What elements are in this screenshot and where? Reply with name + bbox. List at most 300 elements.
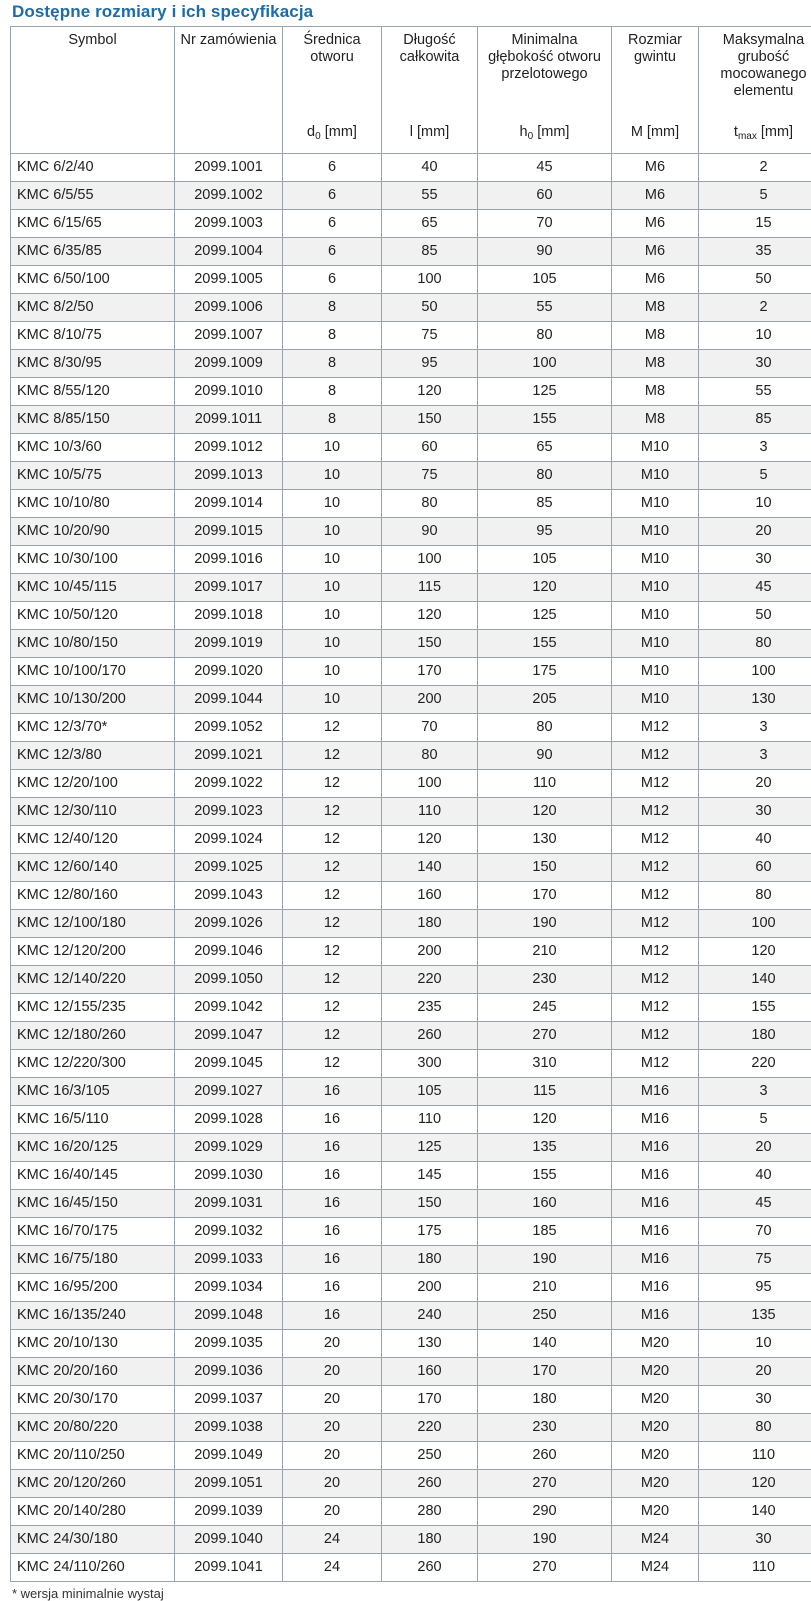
table-cell: 2099.1004 — [175, 238, 283, 266]
cell-symbol: KMC 8/2/50 — [11, 294, 175, 322]
cell-symbol: KMC 10/30/100 — [11, 546, 175, 574]
table-cell: M10 — [612, 518, 699, 546]
column-header-max-thickness — [699, 27, 811, 154]
table-cell: 20 — [283, 1442, 382, 1470]
table-row — [11, 938, 811, 966]
table-cell: 3 — [699, 434, 811, 462]
table-cell: M16 — [612, 1274, 699, 1302]
table-row — [11, 266, 811, 294]
table-cell: 55 — [382, 182, 478, 210]
table-cell: 115 — [478, 1078, 612, 1106]
table-cell: 85 — [382, 238, 478, 266]
table-cell: 2099.1031 — [175, 1190, 283, 1218]
table-row — [11, 658, 811, 686]
table-cell: 95 — [382, 350, 478, 378]
table-cell: 190 — [478, 1246, 612, 1274]
table-row — [11, 1358, 811, 1386]
table-cell: 2099.1022 — [175, 770, 283, 798]
table-cell: 260 — [478, 1442, 612, 1470]
table-cell: 160 — [382, 882, 478, 910]
table-cell: 125 — [478, 602, 612, 630]
table-cell: 90 — [478, 742, 612, 770]
table-cell: 2099.1042 — [175, 994, 283, 1022]
table-cell: 2099.1003 — [175, 210, 283, 238]
table-cell: 90 — [478, 238, 612, 266]
table-cell: 6 — [283, 210, 382, 238]
cell-symbol: KMC 10/50/120 — [11, 602, 175, 630]
table-cell: 10 — [283, 658, 382, 686]
column-header-max-thickness-unit: $t_{max}$ [mm] — [701, 124, 811, 142]
table-cell: 5 — [699, 1106, 811, 1134]
table-cell: 230 — [478, 966, 612, 994]
column-header-symbol-label: Symbol — [13, 32, 172, 49]
table-row — [11, 1330, 811, 1358]
table-cell: M6 — [612, 266, 699, 294]
table-cell: M12 — [612, 882, 699, 910]
table-cell: 2099.1032 — [175, 1218, 283, 1246]
table-cell: 110 — [478, 770, 612, 798]
column-header-hole-diameter — [283, 27, 382, 154]
table-row — [11, 1442, 811, 1470]
table-row — [11, 294, 811, 322]
table-cell: 140 — [699, 1498, 811, 1526]
table-cell: M10 — [612, 546, 699, 574]
table-cell: 2099.1048 — [175, 1302, 283, 1330]
cell-symbol: KMC 6/5/55 — [11, 182, 175, 210]
table-cell: 15 — [699, 210, 811, 238]
table-cell: 3 — [699, 714, 811, 742]
table-row — [11, 1050, 811, 1078]
table-cell: 180 — [382, 1526, 478, 1554]
table-cell: 12 — [283, 966, 382, 994]
table-cell: 280 — [382, 1498, 478, 1526]
table-cell: M20 — [612, 1386, 699, 1414]
cell-symbol: KMC 12/60/140 — [11, 854, 175, 882]
table-cell: M20 — [612, 1330, 699, 1358]
table-cell: 140 — [699, 966, 811, 994]
cell-symbol: KMC 8/85/150 — [11, 406, 175, 434]
table-row — [11, 1498, 811, 1526]
table-cell: 35 — [699, 238, 811, 266]
table-cell: 10 — [699, 490, 811, 518]
table-cell: 12 — [283, 994, 382, 1022]
table-cell: 2099.1007 — [175, 322, 283, 350]
column-header-symbol-unit — [13, 141, 172, 142]
table-cell: 16 — [283, 1246, 382, 1274]
table-cell: 50 — [382, 294, 478, 322]
table-cell: 120 — [699, 1470, 811, 1498]
table-cell: 75 — [382, 322, 478, 350]
cell-symbol: KMC 24/30/180 — [11, 1526, 175, 1554]
table-cell: 120 — [699, 938, 811, 966]
table-cell: 6 — [283, 154, 382, 182]
table-cell: 10 — [283, 462, 382, 490]
table-cell: 2099.1012 — [175, 434, 283, 462]
table-cell: M10 — [612, 462, 699, 490]
table-cell: 230 — [478, 1414, 612, 1442]
table-cell: 2099.1046 — [175, 938, 283, 966]
table-cell: 20 — [699, 1358, 811, 1386]
cell-symbol: KMC 10/20/90 — [11, 518, 175, 546]
table-cell: 220 — [382, 966, 478, 994]
table-cell: M16 — [612, 1162, 699, 1190]
table-cell: M8 — [612, 406, 699, 434]
cell-symbol: KMC 12/80/160 — [11, 882, 175, 910]
table-cell: 80 — [699, 882, 811, 910]
table-cell: 70 — [699, 1218, 811, 1246]
table-cell: 170 — [382, 1386, 478, 1414]
table-cell: 10 — [283, 434, 382, 462]
table-cell: 20 — [283, 1330, 382, 1358]
table-cell: M20 — [612, 1498, 699, 1526]
table-cell: M6 — [612, 238, 699, 266]
table-cell: 110 — [382, 798, 478, 826]
table-cell: 2 — [699, 154, 811, 182]
table-cell: 135 — [699, 1302, 811, 1330]
table-row — [11, 1022, 811, 1050]
cell-symbol: KMC 20/20/160 — [11, 1358, 175, 1386]
table-cell: 120 — [478, 798, 612, 826]
table-cell: 10 — [283, 686, 382, 714]
table-row — [11, 630, 811, 658]
table-cell: M8 — [612, 322, 699, 350]
table-cell: M8 — [612, 378, 699, 406]
cell-symbol: KMC 16/70/175 — [11, 1218, 175, 1246]
cell-symbol: KMC 10/5/75 — [11, 462, 175, 490]
column-header-thread-size-label: Rozmiar gwintu — [614, 32, 696, 66]
cell-symbol: KMC 10/80/150 — [11, 630, 175, 658]
table-cell: 105 — [382, 1078, 478, 1106]
column-header-hole-diameter-label: Średnica otworu — [285, 32, 379, 66]
column-header-order-number — [175, 27, 283, 154]
table-cell: 200 — [382, 1274, 478, 1302]
cell-symbol: KMC 12/3/70* — [11, 714, 175, 742]
table-cell: 100 — [382, 546, 478, 574]
table-cell: 16 — [283, 1302, 382, 1330]
table-row — [11, 882, 811, 910]
table-cell: 10 — [699, 1330, 811, 1358]
table-cell: 250 — [382, 1442, 478, 1470]
column-header-hole-diameter-unit: $d_0$ [mm] — [285, 124, 379, 142]
cell-symbol: KMC 10/10/80 — [11, 490, 175, 518]
table-cell: 16 — [283, 1162, 382, 1190]
table-cell: M10 — [612, 602, 699, 630]
table-cell: 95 — [478, 518, 612, 546]
cell-symbol: KMC 16/95/200 — [11, 1274, 175, 1302]
table-cell: M12 — [612, 1022, 699, 1050]
table-cell: 170 — [382, 658, 478, 686]
table-cell: 55 — [478, 294, 612, 322]
table-cell: 2099.1011 — [175, 406, 283, 434]
table-row — [11, 462, 811, 490]
table-cell: 155 — [478, 1162, 612, 1190]
table-cell: M12 — [612, 798, 699, 826]
table-cell: 200 — [382, 938, 478, 966]
table-cell: M20 — [612, 1358, 699, 1386]
table-cell: 2099.1050 — [175, 966, 283, 994]
cell-symbol: KMC 12/30/110 — [11, 798, 175, 826]
column-header-order-number-label: Nr zamówienia — [177, 32, 280, 49]
table-cell: 2099.1034 — [175, 1274, 283, 1302]
table-cell: 140 — [478, 1330, 612, 1358]
table-cell: 10 — [283, 490, 382, 518]
table-cell: 250 — [478, 1302, 612, 1330]
table-cell: 2099.1035 — [175, 1330, 283, 1358]
table-cell: 16 — [283, 1078, 382, 1106]
table-row — [11, 518, 811, 546]
table-row — [11, 1470, 811, 1498]
table-cell: 175 — [382, 1218, 478, 1246]
table-cell: 180 — [699, 1022, 811, 1050]
table-cell: 50 — [699, 266, 811, 294]
table-cell: 80 — [382, 742, 478, 770]
column-header-total-length — [382, 27, 478, 154]
table-row — [11, 602, 811, 630]
table-cell: 300 — [382, 1050, 478, 1078]
table-cell: 60 — [699, 854, 811, 882]
table-cell: 110 — [699, 1554, 811, 1582]
table-cell: 100 — [382, 266, 478, 294]
table-cell: M16 — [612, 1302, 699, 1330]
table-cell: 20 — [699, 518, 811, 546]
table-cell: 125 — [382, 1134, 478, 1162]
table-cell: 10 — [283, 602, 382, 630]
table-cell: 105 — [478, 546, 612, 574]
table-cell: 85 — [478, 490, 612, 518]
cell-symbol: KMC 12/120/200 — [11, 938, 175, 966]
table-cell: 205 — [478, 686, 612, 714]
table-cell: 12 — [283, 854, 382, 882]
table-cell: M12 — [612, 770, 699, 798]
table-cell: M16 — [612, 1106, 699, 1134]
table-cell: M12 — [612, 966, 699, 994]
table-body — [11, 154, 811, 1582]
table-cell: M12 — [612, 938, 699, 966]
cell-symbol: KMC 12/20/100 — [11, 770, 175, 798]
table-cell: 2099.1001 — [175, 154, 283, 182]
table-cell: 110 — [699, 1442, 811, 1470]
table-cell: 20 — [283, 1358, 382, 1386]
table-cell: 2099.1049 — [175, 1442, 283, 1470]
table-row — [11, 546, 811, 574]
table-row — [11, 490, 811, 518]
table-cell: 40 — [699, 826, 811, 854]
table-cell: 30 — [699, 1386, 811, 1414]
table-cell: M16 — [612, 1246, 699, 1274]
cell-symbol: KMC 20/110/250 — [11, 1442, 175, 1470]
table-cell: 75 — [699, 1246, 811, 1274]
table-cell: M10 — [612, 574, 699, 602]
cell-symbol: KMC 10/3/60 — [11, 434, 175, 462]
table-cell: 100 — [382, 770, 478, 798]
table-cell: 2099.1047 — [175, 1022, 283, 1050]
table-cell: 2099.1013 — [175, 462, 283, 490]
table-cell: 175 — [478, 658, 612, 686]
table-cell: 10 — [699, 322, 811, 350]
table-cell: 110 — [382, 1106, 478, 1134]
table-row — [11, 210, 811, 238]
table-cell: 70 — [382, 714, 478, 742]
table-cell: 2099.1017 — [175, 574, 283, 602]
table-cell: 160 — [478, 1190, 612, 1218]
table-cell: 12 — [283, 742, 382, 770]
table-cell: M16 — [612, 1078, 699, 1106]
table-row — [11, 1106, 811, 1134]
table-row — [11, 1190, 811, 1218]
table-row — [11, 1554, 811, 1582]
table-cell: 12 — [283, 1022, 382, 1050]
table-cell: 100 — [699, 658, 811, 686]
table-cell: 145 — [382, 1162, 478, 1190]
table-cell: 20 — [283, 1386, 382, 1414]
table-cell: 2099.1039 — [175, 1498, 283, 1526]
cell-symbol: KMC 12/220/300 — [11, 1050, 175, 1078]
column-header-min-hole-depth-unit: $h_0$ [mm] — [480, 124, 609, 142]
table-cell: 2099.1018 — [175, 602, 283, 630]
table-cell: 2099.1014 — [175, 490, 283, 518]
table-cell: 120 — [382, 602, 478, 630]
table-row — [11, 1274, 811, 1302]
table-cell: 200 — [382, 686, 478, 714]
table-cell: M20 — [612, 1470, 699, 1498]
table-cell: M12 — [612, 1050, 699, 1078]
table-cell: 260 — [382, 1022, 478, 1050]
table-cell: 5 — [699, 462, 811, 490]
table-cell: 100 — [699, 910, 811, 938]
table-cell: 2099.1019 — [175, 630, 283, 658]
table-row — [11, 1526, 811, 1554]
table-cell: 2099.1005 — [175, 266, 283, 294]
table-cell: 270 — [478, 1022, 612, 1050]
table-cell: 2099.1028 — [175, 1106, 283, 1134]
table-cell: 30 — [699, 798, 811, 826]
table-cell: 12 — [283, 826, 382, 854]
table-cell: 115 — [382, 574, 478, 602]
table-cell: 2099.1002 — [175, 182, 283, 210]
table-cell: 155 — [478, 630, 612, 658]
table-cell: M16 — [612, 1190, 699, 1218]
table-cell: 2099.1023 — [175, 798, 283, 826]
column-header-min-hole-depth — [478, 27, 612, 154]
table-cell: 10 — [283, 518, 382, 546]
table-cell: M10 — [612, 490, 699, 518]
table-cell: 120 — [382, 378, 478, 406]
table-cell: 235 — [382, 994, 478, 1022]
table-cell: 2099.1010 — [175, 378, 283, 406]
cell-symbol: KMC 6/50/100 — [11, 266, 175, 294]
table-cell: 16 — [283, 1190, 382, 1218]
table-cell: 16 — [283, 1218, 382, 1246]
table-cell: 120 — [478, 1106, 612, 1134]
table-cell: 270 — [478, 1554, 612, 1582]
table-cell: 40 — [699, 1162, 811, 1190]
table-cell: M6 — [612, 210, 699, 238]
table-row — [11, 1134, 811, 1162]
table-cell: 12 — [283, 910, 382, 938]
table-row — [11, 686, 811, 714]
table-cell: 125 — [478, 378, 612, 406]
cell-symbol: KMC 6/15/65 — [11, 210, 175, 238]
table-cell: 130 — [478, 826, 612, 854]
table-cell: 8 — [283, 294, 382, 322]
table-cell: 80 — [382, 490, 478, 518]
table-cell: 2099.1024 — [175, 826, 283, 854]
table-cell: M8 — [612, 294, 699, 322]
table-cell: 130 — [699, 686, 811, 714]
column-header-order-number-unit — [177, 141, 280, 142]
table-cell: M20 — [612, 1442, 699, 1470]
table-cell: 155 — [699, 994, 811, 1022]
sizes-table — [10, 26, 811, 1582]
table-cell: 20 — [283, 1414, 382, 1442]
table-cell: 65 — [382, 210, 478, 238]
table-cell: 80 — [478, 714, 612, 742]
table-cell: 16 — [283, 1106, 382, 1134]
table-cell: 2099.1036 — [175, 1358, 283, 1386]
table-cell: 290 — [478, 1498, 612, 1526]
table-cell: 2099.1016 — [175, 546, 283, 574]
table-cell: 140 — [382, 854, 478, 882]
table-row — [11, 182, 811, 210]
table-cell: 210 — [478, 1274, 612, 1302]
table-cell: 310 — [478, 1050, 612, 1078]
table-cell: 2099.1037 — [175, 1386, 283, 1414]
table-cell: 260 — [382, 1554, 478, 1582]
table-cell: 5 — [699, 182, 811, 210]
table-cell: 80 — [699, 630, 811, 658]
footnote: * wersja minimalnie wystaj — [6, 1582, 805, 1601]
table-cell: M6 — [612, 154, 699, 182]
cell-symbol: KMC 6/2/40 — [11, 154, 175, 182]
cell-symbol: KMC 10/100/170 — [11, 658, 175, 686]
table-cell: 2099.1020 — [175, 658, 283, 686]
table-cell: 12 — [283, 770, 382, 798]
table-cell: M12 — [612, 854, 699, 882]
table-cell: 180 — [478, 1386, 612, 1414]
table-cell: 2099.1052 — [175, 714, 283, 742]
table-cell: M16 — [612, 1218, 699, 1246]
table-cell: 155 — [478, 406, 612, 434]
cell-symbol: KMC 24/110/260 — [11, 1554, 175, 1582]
table-cell: 220 — [699, 1050, 811, 1078]
table-cell: 2099.1041 — [175, 1554, 283, 1582]
table-cell: 150 — [382, 1190, 478, 1218]
table-cell: 130 — [382, 1330, 478, 1358]
table-cell: 85 — [699, 406, 811, 434]
cell-symbol: KMC 16/45/150 — [11, 1190, 175, 1218]
table-row — [11, 714, 811, 742]
table-cell: 2099.1027 — [175, 1078, 283, 1106]
table-cell: 2099.1040 — [175, 1526, 283, 1554]
table-cell: 10 — [283, 574, 382, 602]
column-header-max-thickness-label: Maksymalna grubość mocowanego elementu — [701, 32, 811, 100]
cell-symbol: KMC 6/35/85 — [11, 238, 175, 266]
table-row — [11, 406, 811, 434]
table-cell: 170 — [478, 882, 612, 910]
table-header-row — [11, 27, 811, 154]
table-cell: 120 — [478, 574, 612, 602]
cell-symbol: KMC 16/3/105 — [11, 1078, 175, 1106]
cell-symbol: KMC 20/30/170 — [11, 1386, 175, 1414]
cell-symbol: KMC 20/140/280 — [11, 1498, 175, 1526]
table-cell: 2099.1015 — [175, 518, 283, 546]
table-cell: 150 — [382, 630, 478, 658]
table-cell: 2099.1038 — [175, 1414, 283, 1442]
table-cell: 6 — [283, 266, 382, 294]
cell-symbol: KMC 12/3/80 — [11, 742, 175, 770]
column-header-thread-size-unit: M [mm] — [614, 124, 696, 142]
cell-symbol: KMC 8/55/120 — [11, 378, 175, 406]
